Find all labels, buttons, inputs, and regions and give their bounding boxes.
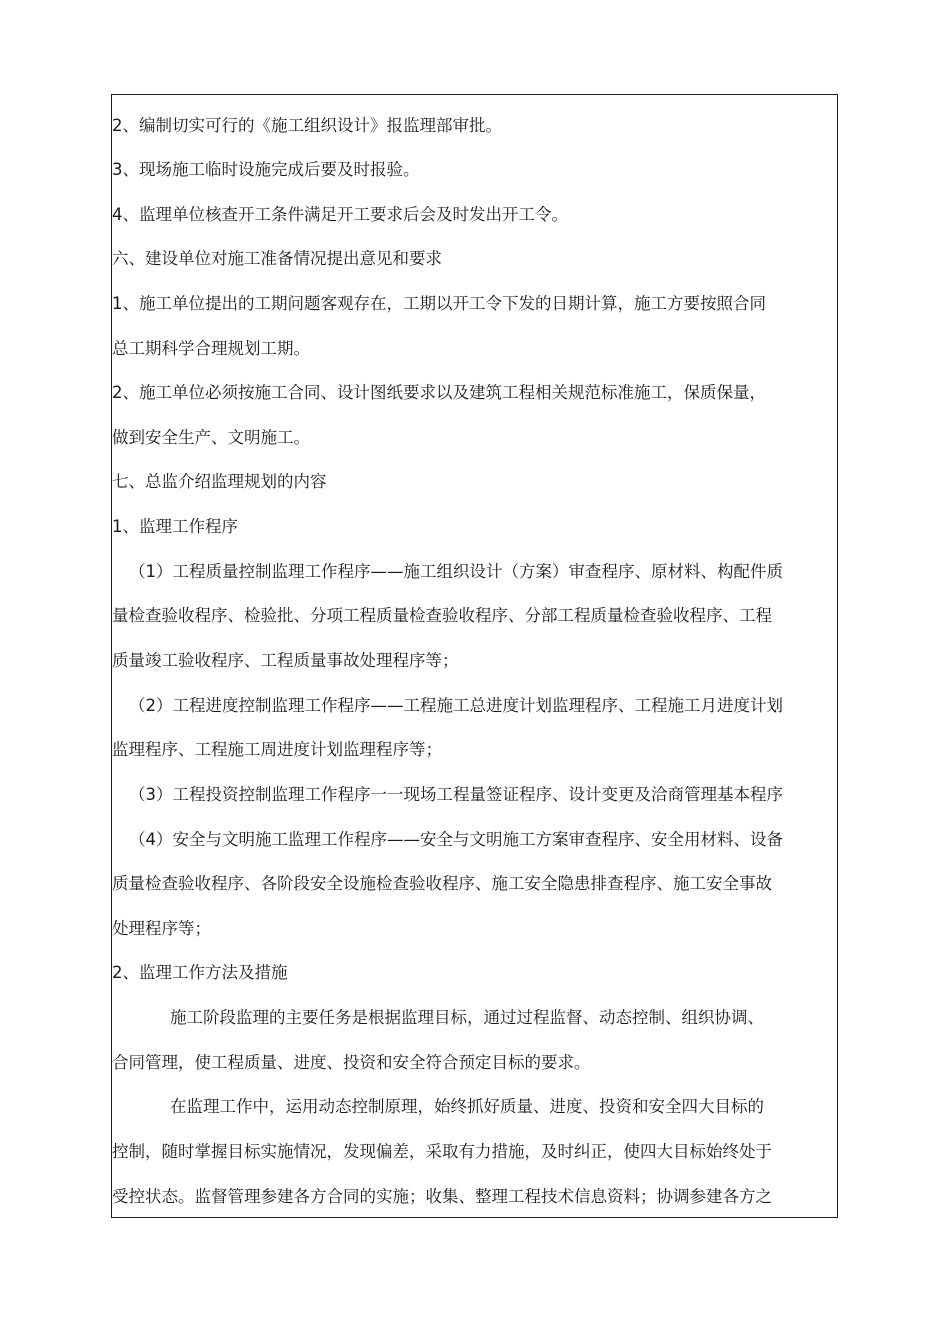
text-line: （3）工程投资控制监理工作程序一一现场工程量签证程序、设计变更及洽商管理基本程序 [129,785,783,804]
text-line: 4、监理单位核查开工条件满足开工要求后会及时发出开工令。 [112,205,568,224]
text-line: （2）工程进度控制监理工作程序——工程施工总进度计划监理程序、工程施工月进度计划 [129,696,783,715]
text-line: 总工期科学合理规划工期。 [112,339,310,358]
text-line: 1、施工单位提出的工期问题客观存在，工期以开工令下发的日期计算，施工方要按照合同 [112,294,766,313]
text-line: 质量竣工验收程序、工程质量事故处理程序等； [112,651,459,670]
text-line: 2、施工单位必须按施工合同、设计图纸要求以及建筑工程相关规范标准施工，保质保量， [112,383,766,402]
text-line: 合同管理，使工程质量、进度、投资和安全符合预定目标的要求。 [112,1053,591,1072]
document-frame [111,94,838,1218]
text-line: 处理程序等； [112,919,211,938]
text-line: 做到安全生产、文明施工。 [112,428,310,447]
text-line: 控制，随时掌握目标实施情况，发现偏差，采取有力措施，及时纠正，使四大目标始终处于 [112,1142,772,1161]
text-line: （1）工程质量控制监理工作程序——施工组织设计（方案）审查程序、原材料、构配件质 [129,562,783,581]
text-line: 质量检查验收程序、各阶段安全设施检查验收程序、施工安全隐患排查程序、施工安全事故 [112,874,772,893]
section-heading: 六、建设单位对施工准备情况提出意见和要求 [112,249,442,268]
section-heading: 七、总监介绍监理规划的内容 [112,472,327,491]
text-line: 受控状态。监督管理参建各方合同的实施；收集、整理工程技术信息资料；协调参建各方之 [112,1187,772,1206]
text-line: 施工阶段监理的主要任务是根据监理目标，通过过程监督、动态控制、组织协调、 [170,1008,764,1027]
text-line: 量检查验收程序、检验批、分项工程质量检查验收程序、分部工程质量检查验收程序、工程 [112,606,772,625]
text-line: 2、编制切实可行的《施工组织设计》报监理部审批。 [112,116,502,135]
text-line: 在监理工作中，运用动态控制原理，始终抓好质量、进度、投资和安全四大目标的 [170,1097,764,1116]
text-line: 监理程序、工程施工周进度计划监理程序等； [112,740,442,759]
text-line: （4）安全与文明施工监理工作程序——安全与文明施工方案审查程序、安全用材料、设备 [129,830,783,849]
subsection-heading: 1、监理工作程序 [112,517,238,536]
text-line: 3、现场施工临时设施完成后要及时报验。 [112,160,420,179]
subsection-heading: 2、监理工作方法及措施 [112,963,288,982]
